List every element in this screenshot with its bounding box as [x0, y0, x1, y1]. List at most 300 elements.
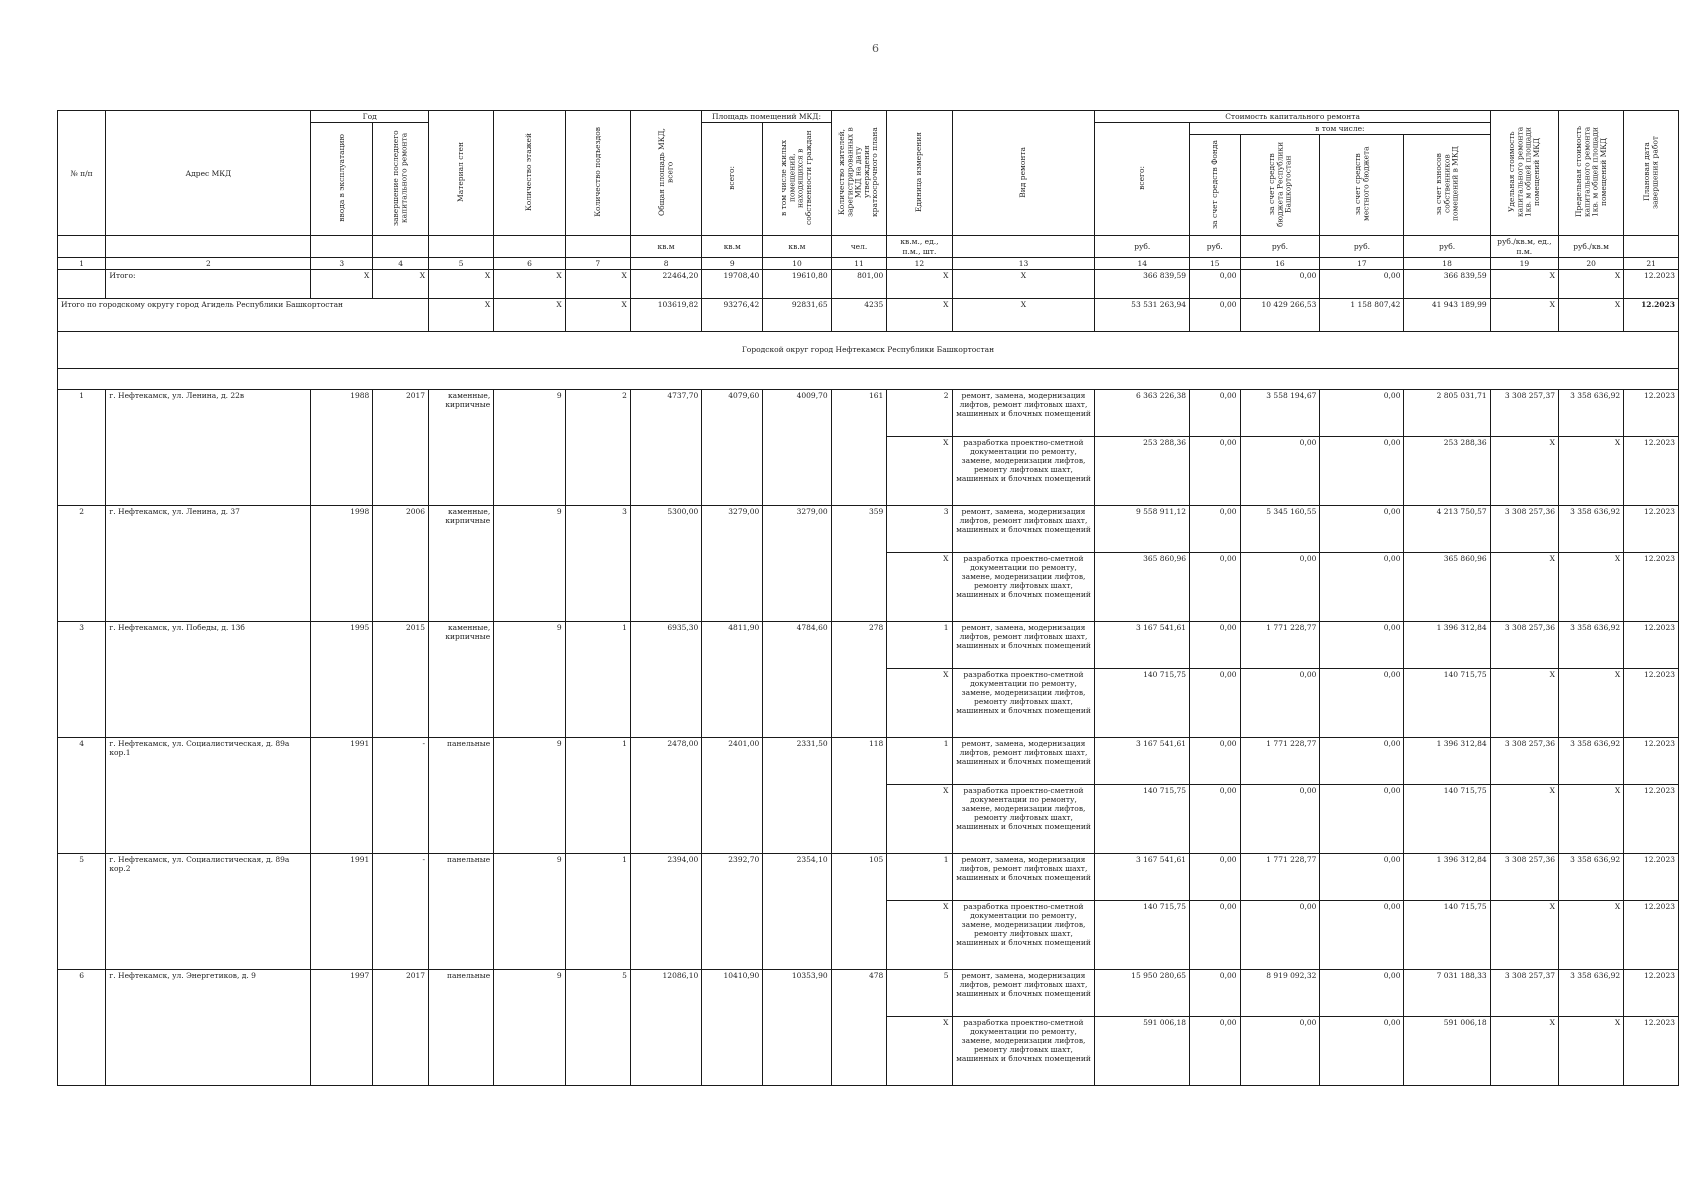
header-cost-republic: за счет средств бюджета Республики Башкортостан	[1240, 135, 1320, 236]
year-last-repair: -	[373, 853, 429, 969]
itogo-x: X	[429, 269, 494, 298]
page-number: 6	[872, 42, 879, 55]
col-number: 11	[831, 257, 887, 269]
year-commission: 1991	[311, 853, 373, 969]
max-cost: 3 358 636,92	[1559, 737, 1624, 784]
header-address: Адрес МКД	[106, 111, 311, 236]
itogo-people: 801,00	[831, 269, 887, 298]
total-area: 4737,70	[630, 389, 701, 505]
cost-republic: 5 345 160,55	[1240, 505, 1320, 552]
itogo-cost-owners: 366 839,59	[1404, 269, 1490, 298]
cost-fund: 0,00	[1190, 737, 1240, 784]
work-unit: 2	[887, 389, 952, 436]
premises-area: 10410,90	[702, 969, 763, 1085]
address: г. Нефтекамск, ул. Ленина, д. 37	[106, 505, 311, 621]
header-premises-residential: в том числе жилых помещений, находящихся в собственности граждан	[763, 123, 831, 236]
cost-total: 591 006,18	[1095, 1016, 1190, 1085]
wall-material: панельные	[429, 737, 494, 853]
planned-date: 12.2023	[1624, 784, 1679, 853]
cost-republic: 0,00	[1240, 784, 1320, 853]
district-x: X	[1490, 298, 1558, 331]
unit-cell: кв.м	[630, 236, 701, 257]
itogo-cost-total: 366 839,59	[1095, 269, 1190, 298]
header-num: № п/п	[58, 111, 106, 236]
row-number: 5	[58, 853, 106, 969]
address: г. Нефтекамск, ул. Социалистическая, д. 89а кор.2	[106, 853, 311, 969]
district-area: 103619,82	[630, 298, 701, 331]
year-commission: 1995	[311, 621, 373, 737]
itogo-area: 22464,20	[630, 269, 701, 298]
header-cost-fund: за счет средств Фонда	[1190, 135, 1240, 236]
itogo-premises: 19708,40	[702, 269, 763, 298]
district-x: X	[494, 298, 565, 331]
work-unit: X	[887, 1016, 952, 1085]
spacer-row	[58, 368, 1679, 389]
cost-local: 0,00	[1320, 389, 1404, 436]
premises-area: 4811,90	[702, 621, 763, 737]
col-number: 8	[630, 257, 701, 269]
max-cost: 3 358 636,92	[1559, 621, 1624, 668]
planned-date: 12.2023	[1624, 853, 1679, 900]
residents: 161	[831, 389, 887, 505]
cost-owners: 4 213 750,57	[1404, 505, 1490, 552]
max-cost: X	[1559, 900, 1624, 969]
planned-date: 12.2023	[1624, 1016, 1679, 1085]
cost-total: 3 167 541,61	[1095, 621, 1190, 668]
work-unit: 3	[887, 505, 952, 552]
work-unit: X	[887, 784, 952, 853]
repair-type: ремонт, замена, модернизация лифтов, ремонт лифтовых шахт, машинных и блочных помещений	[952, 969, 1095, 1016]
total-area: 12086,10	[630, 969, 701, 1085]
repair-type: ремонт, замена, модернизация лифтов, ремонт лифтовых шахт, машинных и блочных помещений	[952, 853, 1095, 900]
planned-date: 12.2023	[1624, 668, 1679, 737]
cost-total: 253 288,36	[1095, 436, 1190, 505]
unit-cell: руб./кв.м	[1559, 236, 1624, 257]
entrances: 1	[565, 853, 630, 969]
itogo-residential: 19610,80	[763, 269, 831, 298]
cost-republic: 1 771 228,77	[1240, 853, 1320, 900]
district-cost-republic: 10 429 266,53	[1240, 298, 1320, 331]
col-number: 9	[702, 257, 763, 269]
cost-fund: 0,00	[1190, 853, 1240, 900]
specific-cost: 3 308 257,37	[1490, 389, 1558, 436]
header-total-area: Общая площадь МКД, всего	[630, 111, 701, 236]
cost-republic: 0,00	[1240, 552, 1320, 621]
premises-area: 4079,60	[702, 389, 763, 505]
unit-cell: кв.м	[763, 236, 831, 257]
header-cost-group: Стоимость капитального ремонта	[1095, 111, 1490, 123]
header-premises-group: Площадь помещений МКД:	[702, 111, 831, 123]
max-cost: 3 358 636,92	[1559, 969, 1624, 1016]
cost-total: 3 167 541,61	[1095, 737, 1190, 784]
max-cost: X	[1559, 1016, 1624, 1085]
specific-cost: 3 308 257,37	[1490, 969, 1558, 1016]
cost-local: 0,00	[1320, 552, 1404, 621]
cost-local: 0,00	[1320, 1016, 1404, 1085]
row-number: 2	[58, 505, 106, 621]
itogo-row	[58, 269, 1679, 298]
cost-owners: 1 396 312,84	[1404, 737, 1490, 784]
col-number: 15	[1190, 257, 1240, 269]
cost-owners: 2 805 031,71	[1404, 389, 1490, 436]
residential-area: 4009,70	[763, 389, 831, 505]
district-cost-fund: 0,00	[1190, 298, 1240, 331]
planned-date: 12.2023	[1624, 900, 1679, 969]
max-cost: X	[1559, 436, 1624, 505]
cost-republic: 1 771 228,77	[1240, 621, 1320, 668]
cost-total: 140 715,75	[1095, 668, 1190, 737]
floors: 9	[494, 621, 565, 737]
cost-owners: 591 006,18	[1404, 1016, 1490, 1085]
cost-fund: 0,00	[1190, 505, 1240, 552]
row-number: 6	[58, 969, 106, 1085]
col-number: 6	[494, 257, 565, 269]
specific-cost: 3 308 257,36	[1490, 505, 1558, 552]
entrances: 5	[565, 969, 630, 1085]
cost-local: 0,00	[1320, 900, 1404, 969]
cost-owners: 253 288,36	[1404, 436, 1490, 505]
total-area: 6935,30	[630, 621, 701, 737]
repair-type: ремонт, замена, модернизация лифтов, ремонт лифтовых шахт, машинных и блочных помещений	[952, 621, 1095, 668]
residents: 118	[831, 737, 887, 853]
cost-fund: 0,00	[1190, 552, 1240, 621]
cost-republic: 8 919 092,32	[1240, 969, 1320, 1016]
work-unit: X	[887, 900, 952, 969]
year-commission: 1998	[311, 505, 373, 621]
itogo-x: X	[565, 269, 630, 298]
entrances: 2	[565, 389, 630, 505]
specific-cost: 3 308 257,36	[1490, 853, 1558, 900]
cost-republic: 0,00	[1240, 668, 1320, 737]
col-number: 2	[106, 257, 311, 269]
floors: 9	[494, 737, 565, 853]
district-premises: 93276,42	[702, 298, 763, 331]
cost-total: 365 860,96	[1095, 552, 1190, 621]
cost-fund: 0,00	[1190, 668, 1240, 737]
cost-local: 0,00	[1320, 737, 1404, 784]
cost-fund: 0,00	[1190, 389, 1240, 436]
district-cost-total: 53 531 263,94	[1095, 298, 1190, 331]
work-unit: 5	[887, 969, 952, 1016]
row-number: 3	[58, 621, 106, 737]
work-unit: 1	[887, 621, 952, 668]
houses-body	[58, 389, 1679, 1085]
header-unit: Единица измерения	[887, 111, 952, 236]
col-number: 21	[1624, 257, 1679, 269]
cost-total: 3 167 541,61	[1095, 853, 1190, 900]
residential-area: 2331,50	[763, 737, 831, 853]
col-number: 14	[1095, 257, 1190, 269]
col-number: 17	[1320, 257, 1404, 269]
column-numbers-row	[58, 257, 1679, 269]
district-people: 4235	[831, 298, 887, 331]
col-number: 12	[887, 257, 952, 269]
max-cost: 3 358 636,92	[1559, 389, 1624, 436]
header-residents: Количество жителей, зарегистрированных в МКД на дату утверждения краткосрочного плана	[831, 111, 887, 236]
residential-area: 4784,60	[763, 621, 831, 737]
col-number: 19	[1490, 257, 1558, 269]
itogo-x: X	[373, 269, 429, 298]
col-number: 18	[1404, 257, 1490, 269]
residential-area: 2354,10	[763, 853, 831, 969]
year-last-repair: 2017	[373, 389, 429, 505]
repair-type: разработка проектно-сметной документации по ремонту, замене, модернизации лифтов, ремонту лифтовых шахт, машинных и блочных помещений	[952, 552, 1095, 621]
floors: 9	[494, 853, 565, 969]
repair-type: разработка проектно-сметной документации по ремонту, замене, модернизации лифтов, ремонту лифтовых шахт, машинных и блочных помещений	[952, 436, 1095, 505]
cost-republic: 1 771 228,77	[1240, 737, 1320, 784]
cost-total: 140 715,75	[1095, 900, 1190, 969]
address: г. Нефтекамск, ул. Ленина, д. 22в	[106, 389, 311, 505]
year-last-repair: 2006	[373, 505, 429, 621]
itogo-cost-republic: 0,00	[1240, 269, 1320, 298]
work-unit: X	[887, 668, 952, 737]
itogo-cost-local: 0,00	[1320, 269, 1404, 298]
cost-owners: 140 715,75	[1404, 900, 1490, 969]
total-area: 2478,00	[630, 737, 701, 853]
district-residential: 92831,65	[763, 298, 831, 331]
cost-local: 0,00	[1320, 621, 1404, 668]
header-year-commission: ввода в эксплуатацию	[311, 123, 373, 236]
units-row	[58, 236, 1679, 257]
planned-date: 12.2023	[1624, 552, 1679, 621]
district-x: X	[952, 298, 1095, 331]
district-date: 12.2023	[1624, 298, 1679, 331]
header-year-last-repair: завершение последнего капитального ремонта	[373, 123, 429, 236]
repair-type: разработка проектно-сметной документации по ремонту, замене, модернизации лифтов, ремонту лифтовых шахт, машинных и блочных помещений	[952, 1016, 1095, 1085]
row-number: 4	[58, 737, 106, 853]
floors: 9	[494, 969, 565, 1085]
cost-owners: 1 396 312,84	[1404, 621, 1490, 668]
header-repair-type: Вид ремонта	[952, 111, 1095, 236]
col-number: 3	[311, 257, 373, 269]
cost-local: 0,00	[1320, 505, 1404, 552]
cost-owners: 7 031 188,33	[1404, 969, 1490, 1016]
cost-local: 0,00	[1320, 784, 1404, 853]
residents: 278	[831, 621, 887, 737]
itogo-label: Итого:	[106, 269, 311, 298]
work-unit: 1	[887, 737, 952, 784]
row-number: 1	[58, 389, 106, 505]
unit-cell: руб.	[1240, 236, 1320, 257]
header-entrances: Количество подъездов	[565, 111, 630, 236]
cost-fund: 0,00	[1190, 969, 1240, 1016]
year-last-repair: -	[373, 737, 429, 853]
region-title-row	[58, 331, 1679, 368]
year-last-repair: 2017	[373, 969, 429, 1085]
cost-fund: 0,00	[1190, 621, 1240, 668]
table-row	[58, 969, 1679, 1016]
cost-total: 15 950 280,65	[1095, 969, 1190, 1016]
planned-date: 12.2023	[1624, 436, 1679, 505]
work-unit: X	[887, 552, 952, 621]
itogo-x: X	[311, 269, 373, 298]
specific-cost: X	[1490, 1016, 1558, 1085]
specific-cost: X	[1490, 900, 1558, 969]
total-area: 5300,00	[630, 505, 701, 621]
col-number: 20	[1559, 257, 1624, 269]
max-cost: 3 358 636,92	[1559, 505, 1624, 552]
itogo-x: X	[887, 269, 952, 298]
col-number: 7	[565, 257, 630, 269]
repair-type: разработка проектно-сметной документации по ремонту, замене, модернизации лифтов, ремонту лифтовых шахт, машинных и блочных помещений	[952, 668, 1095, 737]
planned-date: 12.2023	[1624, 389, 1679, 436]
district-cost-local: 1 158 807,42	[1320, 298, 1404, 331]
cost-total: 140 715,75	[1095, 784, 1190, 853]
header-year-group: Год	[311, 111, 429, 123]
itogo-cost-fund: 0,00	[1190, 269, 1240, 298]
table-row	[58, 853, 1679, 900]
col-number: 1	[58, 257, 106, 269]
unit-cell: руб./кв.м, ед., п.м.	[1490, 236, 1558, 257]
itogo-date: 12.2023	[1624, 269, 1679, 298]
residents: 478	[831, 969, 887, 1085]
district-x: X	[887, 298, 952, 331]
header-wall-material: Материал стен	[429, 111, 494, 236]
district-x: X	[429, 298, 494, 331]
cost-local: 0,00	[1320, 853, 1404, 900]
header-specific-cost: Удельная стоимость капитального ремонта 1кв. м общей площади помещений МКД	[1490, 111, 1558, 236]
work-unit: X	[887, 436, 952, 505]
header-max-cost: Предельная стоимость капитального ремонта 1кв. м общей площади помещений МКД	[1559, 111, 1624, 236]
premises-area: 2392,70	[702, 853, 763, 969]
cost-republic: 0,00	[1240, 1016, 1320, 1085]
specific-cost: X	[1490, 436, 1558, 505]
cost-republic: 0,00	[1240, 436, 1320, 505]
entrances: 3	[565, 505, 630, 621]
specific-cost: 3 308 257,36	[1490, 621, 1558, 668]
unit-cell: руб.	[1320, 236, 1404, 257]
cost-owners: 140 715,75	[1404, 784, 1490, 853]
header-cost-total: всего:	[1095, 123, 1190, 236]
residential-area: 10353,90	[763, 969, 831, 1085]
cost-republic: 0,00	[1240, 900, 1320, 969]
cost-local: 0,00	[1320, 668, 1404, 737]
repair-type: разработка проектно-сметной документации по ремонту, замене, модернизации лифтов, ремонту лифтовых шахт, машинных и блочных помещений	[952, 900, 1095, 969]
residents: 359	[831, 505, 887, 621]
region-title: Городской округ город Нефтекамск Республики Башкортостан	[58, 331, 1679, 368]
itogo-x: X	[1559, 269, 1624, 298]
table-row	[58, 389, 1679, 436]
cost-fund: 0,00	[1190, 1016, 1240, 1085]
cost-republic: 3 558 194,67	[1240, 389, 1320, 436]
unit-cell: руб.	[1404, 236, 1490, 257]
unit-cell: кв.м	[702, 236, 763, 257]
unit-cell: чел.	[831, 236, 887, 257]
cost-local: 0,00	[1320, 969, 1404, 1016]
max-cost: X	[1559, 552, 1624, 621]
district-x: X	[565, 298, 630, 331]
year-commission: 1997	[311, 969, 373, 1085]
table-row	[58, 621, 1679, 668]
wall-material: панельные	[429, 853, 494, 969]
itogo-x: X	[494, 269, 565, 298]
repair-type: ремонт, замена, модернизация лифтов, ремонт лифтовых шахт, машинных и блочных помещений	[952, 505, 1095, 552]
wall-material: каменные, кирпичные	[429, 505, 494, 621]
repair-type: ремонт, замена, модернизация лифтов, ремонт лифтовых шахт, машинных и блочных помещений	[952, 737, 1095, 784]
repair-type: ремонт, замена, модернизация лифтов, ремонт лифтовых шахт, машинных и блочных помещений	[952, 389, 1095, 436]
address: г. Нефтекамск, ул. Социалистическая, д. 89а кор.1	[106, 737, 311, 853]
district-x: X	[1559, 298, 1624, 331]
residents: 105	[831, 853, 887, 969]
district-total-label: Итого по городскому округу город Агидель Республики Башкортостан	[58, 298, 429, 331]
header-floors: Количество этажей	[494, 111, 565, 236]
premises-area: 2401,00	[702, 737, 763, 853]
itogo-x: X	[952, 269, 1095, 298]
cost-total: 6 363 226,38	[1095, 389, 1190, 436]
col-number: 16	[1240, 257, 1320, 269]
table-row	[58, 737, 1679, 784]
cost-total: 9 558 911,12	[1095, 505, 1190, 552]
itogo-x: X	[1490, 269, 1558, 298]
max-cost: 3 358 636,92	[1559, 853, 1624, 900]
header-cost-local: за счет средств местного бюджета	[1320, 135, 1404, 236]
header-incl: в том числе:	[1190, 123, 1491, 135]
repair-plan-table	[57, 110, 1679, 1086]
max-cost: X	[1559, 784, 1624, 853]
address: г. Нефтекамск, ул. Победы, д. 13б	[106, 621, 311, 737]
unit-cell: руб.	[1190, 236, 1240, 257]
year-last-repair: 2015	[373, 621, 429, 737]
repair-type: разработка проектно-сметной документации по ремонту, замене, модернизации лифтов, ремонту лифтовых шахт, машинных и блочных помещений	[952, 784, 1095, 853]
wall-material: каменные, кирпичные	[429, 389, 494, 505]
cost-owners: 365 860,96	[1404, 552, 1490, 621]
planned-date: 12.2023	[1624, 969, 1679, 1016]
year-commission: 1991	[311, 737, 373, 853]
cost-fund: 0,00	[1190, 436, 1240, 505]
work-unit: 1	[887, 853, 952, 900]
cost-owners: 1 396 312,84	[1404, 853, 1490, 900]
specific-cost: X	[1490, 784, 1558, 853]
total-area: 2394,00	[630, 853, 701, 969]
cost-fund: 0,00	[1190, 900, 1240, 969]
cost-local: 0,00	[1320, 436, 1404, 505]
district-total-row	[58, 298, 1679, 331]
floors: 9	[494, 505, 565, 621]
planned-date: 12.2023	[1624, 621, 1679, 668]
col-number: 4	[373, 257, 429, 269]
col-number: 10	[763, 257, 831, 269]
table-body	[58, 269, 1679, 389]
col-number: 13	[952, 257, 1095, 269]
unit-cell: кв.м., ед., п.м., шт.	[887, 236, 952, 257]
residential-area: 3279,00	[763, 505, 831, 621]
entrances: 1	[565, 737, 630, 853]
header-premises-total: всего:	[702, 123, 763, 236]
header-cost-owners: за счет взносов собственников помещений в МКД	[1404, 135, 1490, 236]
planned-date: 12.2023	[1624, 505, 1679, 552]
table-row	[58, 505, 1679, 552]
table-header	[58, 111, 1679, 270]
year-commission: 1988	[311, 389, 373, 505]
entrances: 1	[565, 621, 630, 737]
wall-material: каменные, кирпичные	[429, 621, 494, 737]
district-cost-owners: 41 943 189,99	[1404, 298, 1490, 331]
specific-cost: X	[1490, 552, 1558, 621]
max-cost: X	[1559, 668, 1624, 737]
specific-cost: X	[1490, 668, 1558, 737]
unit-cell: руб.	[1095, 236, 1190, 257]
cost-owners: 140 715,75	[1404, 668, 1490, 737]
cost-fund: 0,00	[1190, 784, 1240, 853]
floors: 9	[494, 389, 565, 505]
planned-date: 12.2023	[1624, 737, 1679, 784]
col-number: 5	[429, 257, 494, 269]
header-planned-date: Плановая дата завершения работ	[1624, 111, 1679, 236]
wall-material: панельные	[429, 969, 494, 1085]
specific-cost: 3 308 257,36	[1490, 737, 1558, 784]
address: г. Нефтекамск, ул. Энергетиков, д. 9	[106, 969, 311, 1085]
premises-area: 3279,00	[702, 505, 763, 621]
